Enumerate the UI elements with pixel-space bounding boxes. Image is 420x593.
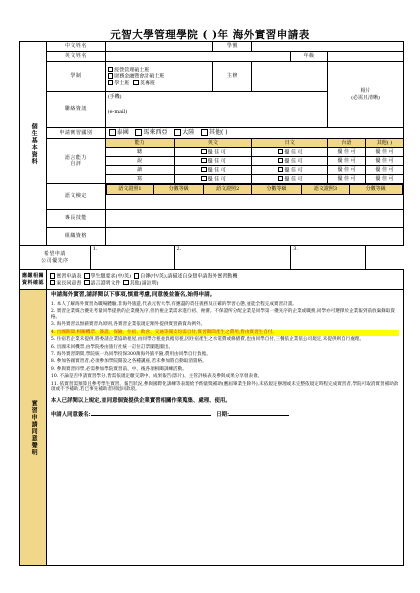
basic-info-table	[19, 41, 404, 566]
country-checkbox[interactable]	[108, 129, 117, 136]
attach-label: 應繳相關資料確認	[20, 270, 47, 290]
lang-row-label: 聽	[105, 148, 174, 157]
major-field[interactable]	[252, 62, 328, 92]
photo-box: 相片 (必需且清晰)	[328, 62, 404, 128]
signature-field[interactable]	[91, 415, 211, 416]
cert-label: 語文證照3	[302, 185, 349, 195]
attach-checkbox[interactable]	[83, 280, 91, 286]
lang-head-taiwanese: 台語	[328, 139, 366, 148]
lang-scale[interactable]: 優 佳 可	[328, 148, 366, 157]
lang-row-label: 讀	[105, 166, 174, 175]
org-label: 組織資格	[46, 228, 105, 246]
lang-scale[interactable]: 優 佳 可	[366, 175, 404, 184]
cert-label: 語文證照2	[204, 185, 251, 195]
student-id-label: 學號	[213, 42, 252, 52]
consent-item: 11. 依實習需預算且參考學生實習、報告狀況,參與國際化訓練等表現給予酌量獎補助(應屆畢業生除外),未依規定辦理或未完整依規定時程完成實習者,學院可取消實習補助款項或不予補助,若已事先補助者則退回款項。	[50, 381, 399, 393]
score-label: 分數等級	[349, 185, 402, 195]
consent-label: 實習申請同意聲明	[20, 290, 47, 566]
lang-scale[interactable]: 優 佳 可	[252, 157, 328, 166]
priority-slot[interactable]: 3.	[291, 246, 366, 270]
org-field[interactable]	[105, 228, 403, 246]
consent-intro: 申請海外實習,請詳閱以下事項,慎重考慮,同意後並簽名,始得申請。	[50, 292, 216, 298]
lang-head-english: 英文	[174, 139, 252, 148]
attach-checkbox[interactable]	[122, 280, 130, 286]
score-label: 分數等級	[251, 185, 301, 195]
consent-item: 5. 住宿若企業未提供,將委請企業協助租屋,由同學合租並負擔房租,因住宿產生之水電費或修繕費,也由同學自付,三餐依企業依公司規定,未提供則自行處理。	[50, 337, 365, 343]
lang-row-label: 說	[105, 157, 174, 166]
program-checkbox[interactable]	[132, 80, 140, 86]
lang-scale[interactable]: 優 佳 可	[174, 166, 252, 175]
country-label: 申請實習國別	[46, 128, 105, 139]
country-checkbox[interactable]	[200, 129, 209, 136]
section-basic-label: 個生基本資料	[20, 42, 47, 246]
lang-scale[interactable]: 優 佳 可	[366, 148, 404, 157]
lang-scale[interactable]: 優 佳 可	[328, 175, 366, 184]
consent-item: 2. 實習企業媒合優先考量同學提供的企業優先序,但仍視企業需求進行初、複審。不保證所分配企業是同學第一優先序的企業或職務,同學亦可選擇於企業報到前放棄錄取資格。	[50, 309, 396, 320]
cert-label: 語文證照1	[106, 185, 153, 195]
consent-body	[46, 290, 403, 566]
english-name-field[interactable]	[105, 52, 290, 62]
grade-field[interactable]	[328, 52, 404, 62]
lang-head-ability: 能力	[105, 139, 174, 148]
lang-scale[interactable]: 優 佳 可	[174, 175, 252, 184]
lang-scale[interactable]: 優 佳 可	[174, 148, 252, 157]
consent-closing: 本人已詳閱以上規定,並同意個資提供企業實習相關作業蒐集、處理、使用。	[50, 398, 231, 405]
lang-head-japanese: 日文	[252, 139, 328, 148]
country-options: 泰國 馬來西亞 大陸 其他( )	[105, 128, 403, 139]
consent-item-highlight: 4. 出國期間,相關機票、簽證、保險、住宿、飲食、交通等開支均需自付,實習期間產生之費用,皆由實習生自付。	[51, 330, 399, 336]
grade-label: 年級	[291, 52, 328, 62]
lang-scale[interactable]: 優 佳 可	[252, 166, 328, 175]
consent-item: 9. 參與實習同學,必需參加學院實習前、中、後各項相關訓練活動。	[50, 366, 187, 372]
english-name-label: 英文姓名	[46, 52, 105, 62]
lang-scale[interactable]: 優 佳 可	[366, 166, 404, 175]
attach-options: 實習申請表 學生繳要求(中/英) 自傳(中/英),請描述自身想申請海外實習動機 家長同意書 語言證明文件 其他(請註明)	[46, 270, 403, 290]
form-title: 元智大學管理學院 ( )年 海外實習申請表	[110, 29, 310, 41]
test-label: 語文檢定	[46, 184, 105, 210]
country-checkbox[interactable]	[173, 129, 182, 136]
skills-field[interactable]	[105, 210, 403, 228]
attach-checkbox[interactable]	[83, 273, 91, 279]
lang-scale[interactable]: 優 佳 可	[366, 157, 404, 166]
lang-scale[interactable]: 優 佳 可	[328, 157, 366, 166]
phone-label: (手機)	[107, 94, 122, 100]
contact-field[interactable]	[105, 92, 327, 128]
signature-line: 申請人同意簽名: 日期:	[51, 413, 399, 419]
consent-item: 3. 海外實習以無薪實習為原則,各實習企業依規定額外提供實習薪資為例外。	[50, 322, 206, 328]
program-options: 經營管理碩士班 財務金融暨會計碩士班 學士班 英專班	[105, 62, 213, 92]
consent-item: 10. 不論是否申請實習學分,皆需依規定繳交期中、成果報告(影片)、主管評核表及參與成果分享發表會。	[50, 374, 263, 380]
consent-item: 8. 參加各國實習者,必須參加學院開設之各種講座,若未參加將自動取消資格。	[50, 359, 207, 365]
date-field[interactable]	[229, 415, 289, 416]
lang-row-label: 寫	[105, 175, 174, 184]
contact-label: 聯絡資訊	[46, 92, 105, 128]
score-label: 分數等級	[154, 185, 204, 195]
lang-scale[interactable]: 優 佳 可	[252, 148, 328, 157]
test-field[interactable]	[105, 184, 403, 210]
lang-scale[interactable]: 優 佳 可	[328, 166, 366, 175]
language-label: 語言能力 自評	[46, 139, 105, 184]
program-label: 學制	[46, 62, 105, 92]
consent-item: 7. 海外實習期間,學院統一為同學投保300萬海外旅平險,費用由同學自行負擔。	[50, 351, 211, 357]
consent-item: 6. 出國未回機票,由學院委由旅行社統一訂位訂票團進團出。	[50, 344, 174, 350]
student-id-field[interactable]	[252, 42, 404, 52]
lang-head-other: 其他( )	[366, 139, 404, 148]
priority-slot[interactable]: 1.	[90, 246, 174, 270]
priority-slot[interactable]: 2.	[174, 246, 291, 270]
lang-scale[interactable]: 優 佳 可	[252, 175, 328, 184]
major-label: 主修	[213, 62, 252, 92]
email-label: (e-mail)	[107, 109, 128, 116]
chinese-name-label: 中文姓名	[46, 42, 105, 52]
priority-label: 希望申請 公司優先序	[20, 246, 91, 270]
lang-scale[interactable]: 優 佳 可	[174, 157, 252, 166]
consent-item: 1. 本人了解海外實習為職場體驗,非海外旅遊,代表元智大學,有應盡的責任義務及正確的學習心態,並能全程完成實習計畫。	[50, 301, 297, 307]
skills-label: 專長技能	[46, 210, 105, 228]
chinese-name-field[interactable]	[105, 42, 213, 52]
